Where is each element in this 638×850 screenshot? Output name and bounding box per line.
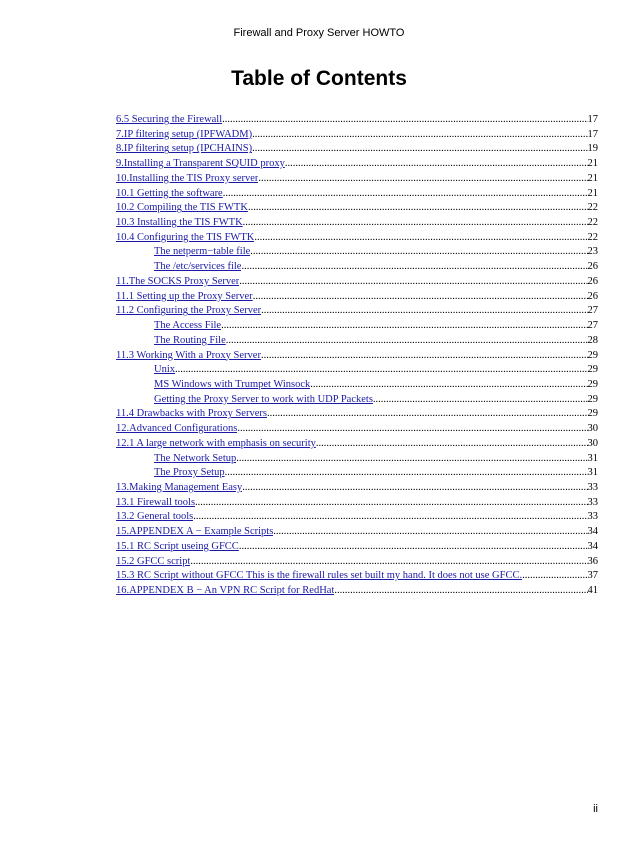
toc-entry-link[interactable]: 7.IP filtering setup (IPFWADM) xyxy=(116,128,253,140)
toc-page-number: 26 xyxy=(587,261,598,273)
toc-entry-link[interactable]: 13.Making Management Easy xyxy=(116,481,243,493)
toc-entry-link[interactable]: 15.3 RC Script without GFCC This is the firewall rules set built my hand. It does not use GFCC. xyxy=(116,570,523,582)
toc-dot-leader xyxy=(190,555,587,570)
toc-entry xyxy=(116,187,598,202)
toc-page-number: 41 xyxy=(587,585,598,596)
toc-page-number: 30 xyxy=(587,423,598,435)
toc-entry xyxy=(116,290,598,305)
toc-dot-leader xyxy=(241,260,587,275)
toc-entry xyxy=(116,525,598,540)
toc-dot-leader xyxy=(522,569,587,584)
toc-dot-leader xyxy=(316,437,588,452)
toc-entry xyxy=(116,231,598,246)
toc-dot-leader xyxy=(373,393,588,408)
toc-entry-link[interactable]: MS Windows with Trumpet Winsock xyxy=(154,378,311,390)
toc-page-number: 31 xyxy=(587,467,598,479)
toc-dot-leader xyxy=(253,290,588,305)
toc-page-number: 29 xyxy=(587,378,598,390)
toc-page-number: 22 xyxy=(587,217,598,229)
toc-entry-link[interactable]: 11.2 Configuring the Proxy Server xyxy=(116,305,262,317)
toc-dot-leader xyxy=(252,142,587,157)
toc-page-number: 33 xyxy=(587,481,598,493)
toc-page-number: 34 xyxy=(587,526,598,538)
toc-entry-link[interactable]: 12.1 A large network with emphasis on security xyxy=(116,437,316,449)
toc-dot-leader xyxy=(273,525,587,540)
toc-page-number: 30 xyxy=(587,437,598,449)
toc-dot-leader xyxy=(221,319,587,334)
toc-entry xyxy=(116,216,598,231)
toc-dot-leader xyxy=(239,275,587,290)
toc-entry xyxy=(116,452,598,467)
toc-page-number: 29 xyxy=(587,393,598,405)
toc-entry xyxy=(116,393,598,408)
toc-entry xyxy=(116,540,598,555)
toc-entry-link[interactable]: 13.2 General tools xyxy=(116,511,194,523)
toc-entry xyxy=(116,201,598,216)
toc-entry xyxy=(116,363,598,378)
toc-dot-leader xyxy=(285,157,588,172)
toc-entry xyxy=(116,466,598,481)
toc-entry xyxy=(116,437,598,452)
toc-entry-link[interactable]: 10.2 Compiling the TIS FWTK xyxy=(116,202,248,214)
toc-entry-link[interactable]: 10.Installing the TIS Proxy server xyxy=(116,172,259,184)
toc-page-number: 19 xyxy=(587,143,598,155)
toc-entry-link[interactable]: Getting the Proxy Server to work with UDP Packets xyxy=(154,393,373,405)
toc-entry xyxy=(116,378,598,393)
toc-entry xyxy=(116,555,598,570)
toc-page-number: 27 xyxy=(587,320,598,332)
toc-dot-leader xyxy=(250,245,587,260)
toc-page-number: 27 xyxy=(587,305,598,317)
toc-dot-leader xyxy=(267,407,588,422)
toc-dot-leader xyxy=(243,216,588,231)
toc-title: Table of Contents xyxy=(231,67,407,90)
toc-entry xyxy=(116,422,598,437)
toc-entry-link[interactable]: The Network Setup xyxy=(154,452,237,464)
toc-entry xyxy=(116,481,598,496)
toc-dot-leader xyxy=(261,349,588,364)
toc-page-number: 22 xyxy=(587,231,598,243)
page-number: ii xyxy=(593,803,598,815)
toc-page-number: 31 xyxy=(587,452,598,464)
toc-entry-link[interactable]: 8.IP filtering setup (IPCHAINS) xyxy=(116,143,253,155)
toc-dot-leader xyxy=(236,452,587,467)
toc-page-number: 26 xyxy=(587,275,598,287)
toc-dot-leader xyxy=(334,584,587,599)
toc-entry-link[interactable]: The Access File xyxy=(154,320,222,332)
toc-dot-leader xyxy=(254,231,587,246)
toc-dot-leader xyxy=(222,113,587,128)
toc-dot-leader xyxy=(237,422,587,437)
toc-dot-leader xyxy=(175,363,588,378)
toc-list xyxy=(116,113,598,599)
toc-entry-link[interactable]: The netperm−table file xyxy=(154,246,251,258)
toc-entry-link[interactable]: 11.3 Working With a Proxy Server xyxy=(116,349,261,361)
toc-entry-link[interactable]: The /etc/services file xyxy=(154,261,242,273)
toc-page-number: 17 xyxy=(587,128,598,140)
toc-dot-leader xyxy=(193,510,587,525)
toc-dot-leader xyxy=(242,481,587,496)
toc-page-number: 29 xyxy=(587,349,598,361)
toc-entry xyxy=(116,304,598,319)
toc-dot-leader xyxy=(223,187,588,202)
toc-entry-link[interactable]: 10.1 Getting the software xyxy=(116,187,223,199)
toc-entry-link[interactable]: 15.2 GFCC script xyxy=(116,555,191,567)
toc-page-number: 21 xyxy=(587,187,598,199)
toc-entry xyxy=(116,349,598,364)
toc-dot-leader xyxy=(252,128,587,143)
toc-entry xyxy=(116,407,598,422)
toc-entry xyxy=(116,172,598,187)
toc-entry xyxy=(116,142,598,157)
toc-entry xyxy=(116,113,598,128)
toc-page-number: 29 xyxy=(587,364,598,376)
running-header: Firewall and Proxy Server HOWTO xyxy=(233,27,405,39)
toc-entry-link[interactable]: 10.4 Configuring the TIS FWTK xyxy=(116,231,255,243)
toc-entry xyxy=(116,128,598,143)
toc-dot-leader xyxy=(225,466,588,481)
toc-entry-link[interactable]: Unix xyxy=(154,364,175,376)
toc-page-number: 34 xyxy=(587,540,598,552)
toc-entry xyxy=(116,584,598,599)
toc-dot-leader xyxy=(195,496,587,511)
toc-entry-link[interactable]: 15.APPENDEX A − Example Scripts xyxy=(116,526,274,538)
toc-entry xyxy=(116,275,598,290)
toc-page-number: 37 xyxy=(587,570,598,582)
toc-page-number: 23 xyxy=(587,246,598,258)
toc-entry-link[interactable]: The Routing File xyxy=(154,334,226,346)
toc-dot-leader xyxy=(239,540,588,555)
toc-page-number: 29 xyxy=(587,408,598,420)
toc-entry-link[interactable]: 13.1 Firewall tools xyxy=(116,496,196,508)
toc-page-number: 21 xyxy=(587,158,598,170)
toc-dot-leader xyxy=(248,201,588,216)
toc-entry xyxy=(116,260,598,275)
toc-page-number: 28 xyxy=(587,334,598,346)
toc-page-number: 22 xyxy=(587,202,598,214)
toc-entry xyxy=(116,245,598,260)
toc-page-number: 17 xyxy=(587,114,598,125)
toc-dot-leader xyxy=(258,172,587,187)
toc-entry-link[interactable]: 11.1 Setting up the Proxy Server xyxy=(116,290,253,302)
toc-entry-link[interactable]: 11.4 Drawbacks with Proxy Servers xyxy=(116,408,267,420)
toc-entry-link[interactable]: 10.3 Installing the TIS FWTK xyxy=(116,217,243,229)
toc-page-number: 26 xyxy=(587,290,598,302)
toc-entry xyxy=(116,157,598,172)
toc-entry-link[interactable]: 15.1 RC Script useing GFCC xyxy=(116,540,239,552)
toc-entry xyxy=(116,569,598,584)
toc-entry-link[interactable]: 16.APPENDEX B − An VPN RC Script for RedHat xyxy=(116,585,335,596)
toc-entry xyxy=(116,334,598,349)
toc-page-number: 33 xyxy=(587,511,598,523)
toc-page-number: 33 xyxy=(587,496,598,508)
toc-entry-link[interactable]: 9.Installing a Transparent SQUID proxy xyxy=(116,158,285,170)
toc-entry-link[interactable]: 12.Advanced Configurations xyxy=(116,423,238,435)
toc-dot-leader xyxy=(261,304,587,319)
toc-page-number: 36 xyxy=(587,555,598,567)
toc-entry xyxy=(116,496,598,511)
toc-dot-leader xyxy=(226,334,588,349)
toc-entry-link[interactable]: The Proxy Setup xyxy=(154,467,225,479)
toc-entry-link[interactable]: 6.5 Securing the Firewall xyxy=(116,114,223,125)
toc-entry-link[interactable]: 11.The SOCKS Proxy Server xyxy=(116,275,240,287)
toc-entry xyxy=(116,510,598,525)
toc-dot-leader xyxy=(310,378,587,393)
toc-page-number: 21 xyxy=(587,172,598,184)
toc-entry xyxy=(116,319,598,334)
